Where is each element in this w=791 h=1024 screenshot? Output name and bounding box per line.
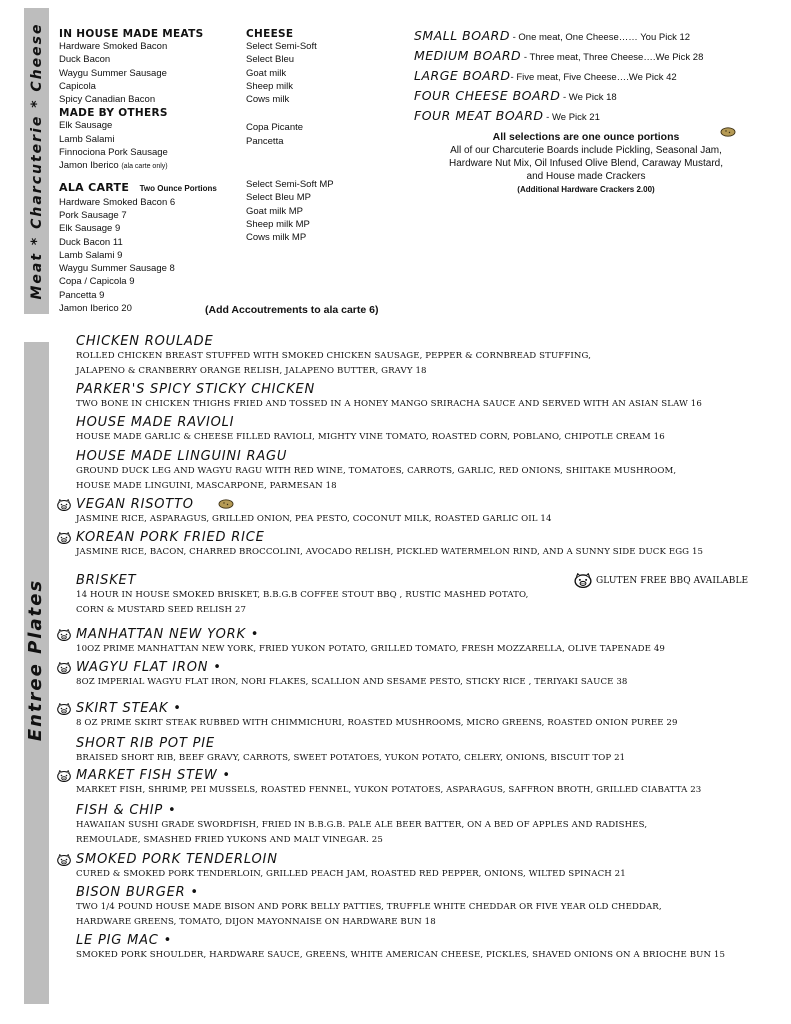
entree-item [76,933,776,963]
board-info-line: Hardware Nut Mix, Oil Infused Olive Blend, Caraway Mustard, [449,158,723,169]
vegan-leaf-icon [218,499,234,509]
entree-title: SKIRT STEAK • [76,701,182,716]
entree-item [76,803,776,847]
entree-description: HAWAIIAN SUSHI GRADE SWORDFISH, FRIED IN B.B.G.B. PALE ALE BEER BATTER, ON A BED OF APPLES AND RADISHES, [76,820,648,830]
list-item: Copa Picante [246,122,304,134]
entree-description: 8 OZ PRIME SKIRT STEAK RUBBED WITH CHIMMICHURI, ROASTED MUSHROOMS, MICRO GREENS, ROASTED ONION PUREE 29 [76,718,678,728]
entree-description: REMOULADE, SMASHED FRIED YUKONS AND MALT VINEGAR. 25 [76,834,383,845]
gluten-free-note: GLUTEN FREE BBQ AVAILABLE [596,576,749,586]
board-item [414,87,784,107]
made-by-others-list [59,119,239,173]
list-item: Spicy Canadian Bacon [59,94,156,106]
board-item [414,67,784,87]
entree-description: 10OZ PRIME MANHATTAN NEW YORK, FRIED YUKON POTATO, GRILLED TOMATO, FRESH MOZZARELLA, OLIVE TAPENADE 49 [76,644,665,654]
list-item: Jamon Iberico (ala carte only) [59,160,168,172]
meats-list [59,40,239,106]
list-item: Duck Bacon [59,54,111,66]
entree-description: GROUND DUCK LEG AND WAGYU RAGU WITH RED WINE, TOMATOES, CARROTS, GARLIC, RED ONIONS, SHIITAKE MUSHROOM, [76,466,677,476]
list-item: Sheep milk [246,80,293,92]
list-item: Capicola [59,80,96,92]
board-info-line: All of our Charcuterie Boards include Pickling, Seasonal Jam, [450,145,722,156]
entree-item [76,334,776,378]
board-info-note: (Additional Hardware Crackers 2.00) [517,185,655,194]
pig-icon [57,532,71,544]
board-name: SMALL BOARD [414,28,510,43]
entree-item [76,660,776,690]
meats-section [59,28,239,315]
entree-title: VEGAN RISOTTO [76,497,194,512]
entree-description: JASMINE RICE, ASPARAGUS, GRILLED ONION, PEA PESTO, COCONUT MILK, ROASTED GARLIC OIL 14 [76,514,552,524]
cheese-heading: CHEESE [246,28,294,40]
list-item: Waygu Summer Sausage [59,67,167,79]
board-item [414,107,784,127]
list-item: Sheep milk MP [246,218,310,230]
cheese-list [246,40,396,106]
entree-description: ROLLED CHICKEN BREAST STUFFED WITH SMOKED CHICKEN SAUSAGE, PEPPER & CORNBREAD STUFFING, [76,351,592,361]
entree-item [76,627,776,657]
list-item: Elk Sausage [59,120,113,132]
board-desc: - Five meat, Five Cheese….We Pick 42 [510,72,677,83]
entree-title: SHORT RIB POT PIE [76,736,215,751]
list-item: Pancetta [246,135,284,147]
entree-description: MARKET FISH, SHRIMP, PEI MUSSELS, ROASTED FENNEL, YUKON POTATOES, ASPARAGUS, SAFFRON BROTH, GRILLED CIABATTA 23 [76,785,702,795]
ala-carte-heading-row [59,178,239,196]
entree-title: KOREAN PORK FRIED RICE [76,530,265,545]
board-name: MEDIUM BOARD [414,48,522,63]
board-info-heading: All selections are one ounce portions [492,131,680,143]
entree-description: HOUSE MADE GARLIC & CHEESE FILLED RAVIOLI, MIGHTY VINE TOMATO, ROASTED CORN, POBLANO, CHIPOTLE CREAM 16 [76,432,665,442]
entree-title: BRISKET [76,573,137,588]
entree-item [76,768,776,798]
entree-description: BRAISED SHORT RIB, BEEF GRAVY, CARROTS, SWEET POTATOES, YUKON POTATO, CELERY, ONIONS, BISCUIT TOP 21 [76,753,626,763]
ala-carte-cheese-list [246,178,396,244]
entree-title: MANHATTAN NEW YORK • [76,627,260,642]
list-item: Copa / Capicola 9 [59,276,135,288]
entree-description: TWO 1/4 POUND HOUSE MADE BISON AND PORK BELLY PATTIES, TRUFFLE WHITE CHEDDAR OR FIVE YEAR OLD CHEDDAR, [76,902,662,912]
list-item: Duck Bacon 11 [59,236,123,248]
board-desc: - One meat, One Cheese…… You Pick 12 [509,32,691,43]
list-item: Finnociona Pork Sausage [59,147,168,159]
board-desc: - We Pick 21 [543,112,600,123]
list-item: Hardware Smoked Bacon 6 [59,196,176,208]
board-desc: - We Pick 18 [560,92,617,103]
entree-description: HARDWARE GREENS, TOMATO, DIJON MAYONNAISE ON HARDWARE BUN 18 [76,916,436,927]
entree-item [76,573,776,617]
made-by-others-heading: MADE BY OTHERS [59,107,168,120]
pig-icon [57,770,71,782]
board-name: FOUR CHEESE BOARD [414,88,561,103]
boards-list [414,27,784,127]
board-name: LARGE BOARD [414,68,511,83]
ala-carte-heading: ALA CARTE [59,180,130,194]
entree-description: TWO BONE IN CHICKEN THIGHS FRIED AND TOSSED IN A HONEY MANGO SRIRACHA SAUCE AND SERVED WITH AN ASIAN SLAW 16 [76,399,702,409]
pig-icon [57,854,71,866]
entree-title: HOUSE MADE LINGUINI RAGU [76,449,288,464]
entree-item [76,449,776,493]
board-item [414,47,784,67]
board-info [416,131,756,196]
sidebar-bottom-label: Entree Plates [25,578,46,742]
entree-description: JALAPENO & CRANBERRY ORANGE RELISH, JALAPENO BUTTER, GRAVY 18 [76,365,427,376]
entree-description: 8OZ IMPERIAL WAGYU FLAT IRON, NORI FLAKES, SCALLION AND SESAME PESTO, STICKY RICE , TERIYAKI SAUCE 38 [76,677,628,687]
board-info-line: and House made Crackers [526,171,646,182]
entree-item [76,530,776,560]
entree-description: JASMINE RICE, BACON, CHARRED BROCCOLINI, AVOCADO RELISH, PICKLED WATERMELON RIND, AND A SUNNY SIDE DUCK EGG 15 [76,547,704,557]
entree-description: 14 HOUR IN HOUSE SMOKED BRISKET, B.B.G.B COFFEE STOUT BBQ , RUSTIC MASHED POTATO, [76,590,529,600]
list-item: Pork Sausage 7 [59,209,127,221]
pig-icon [57,629,71,641]
list-item: Pancetta 9 [59,289,105,301]
list-item: Cows milk [246,94,290,106]
entree-item [76,852,776,882]
vegan-leaf-icon [720,127,736,137]
list-item: Lamb Salami 9 [59,249,123,261]
entree-title: CHICKEN ROULADE [76,334,214,349]
entree-description: CORN & MUSTARD SEED RELISH 27 [76,604,247,615]
entree-title: WAGYU FLAT IRON • [76,660,222,675]
pig-icon [57,662,71,674]
pig-icon [57,703,71,715]
ala-carte-only-note: (ala carte only) [121,163,168,171]
entree-title: LE PIG MAC • [76,933,173,948]
entree-title: MARKET FISH STEW • [76,768,231,783]
entree-description: CURED & SMOKED PORK TENDERLOIN, GRILLED PEACH JAM, ROASTED RED PEPPER, ONIONS, WILTED SPINACH 21 [76,869,626,879]
list-item: Select Semi-Soft MP [246,179,334,191]
entree-description: HOUSE MADE LINGUINI, MASCARPONE, PARMESAN 18 [76,480,337,491]
entree-title: SMOKED PORK TENDERLOIN [76,852,278,867]
entree-item [76,382,776,412]
entree-description: SMOKED PORK SHOULDER, HARDWARE SAUCE, GREENS, WHITE AMERICAN CHEESE, PICKLES, SHAVED ONIONS ON A BRIOCHE BUN 15 [76,950,726,960]
list-item: Waygu Summer Sausage 8 [59,263,175,275]
list-item: Goat milk MP [246,205,304,217]
entree-item [76,885,776,929]
list-item: Jamon Iberico 20 [59,303,132,315]
pig-icon [57,499,71,511]
ala-carte-subheading: Two Ounce Portions [139,183,217,193]
ala-carte-list [59,196,239,316]
list-item: Cows milk MP [246,232,307,244]
list-item: Select Bleu MP [246,192,311,204]
list-item: Lamb Salami [59,133,115,145]
entree-item [76,415,776,445]
list-item: Select Bleu [246,54,295,66]
board-desc: - Three meat, Three Cheese….We Pick 28 [521,52,704,63]
list-item: Goat milk [246,67,287,79]
meats-heading: IN HOUSE MADE MEATS [59,28,204,40]
others-right-list [246,121,396,148]
accoutrements-note: (Add Accoutrements to ala carte 6) [205,304,379,316]
list-item: Hardware Smoked Bacon [59,41,168,52]
list-item: Select Semi-Soft [246,41,317,52]
board-item [414,27,784,47]
board-name: FOUR MEAT BOARD [414,108,544,123]
sidebar-top-label: Meat * Charcuterie * Cheese [29,22,45,300]
entree-title: BISON BURGER • [76,885,199,900]
cheese-section [246,28,396,245]
entree-title: FISH & CHIP • [76,803,177,818]
entree-item [76,701,776,731]
list-item: Elk Sausage 9 [59,223,121,235]
entree-item [76,497,776,527]
entree-item [76,736,776,766]
entree-title: PARKER'S SPICY STICKY CHICKEN [76,382,316,397]
entree-title: HOUSE MADE RAVIOLI [76,415,235,430]
